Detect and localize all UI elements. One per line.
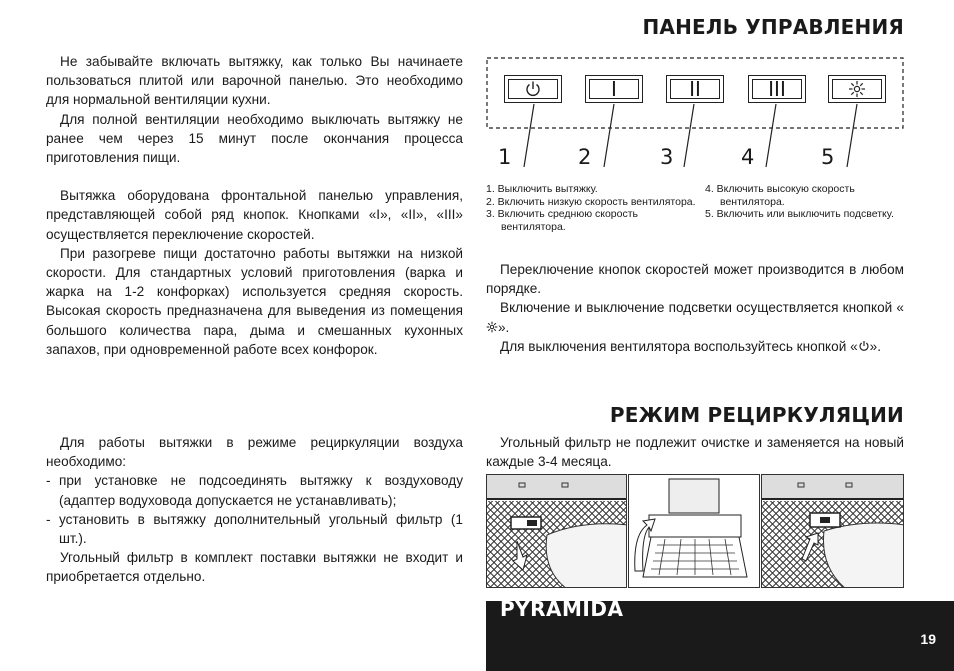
paragraph-order: Переключение кнопок скоростей может производится в любом порядке. — [486, 262, 904, 297]
callout-number-5: 5 — [821, 145, 835, 169]
page-title: ПАНЕЛЬ УПРАВЛЕНИЯ — [642, 15, 904, 39]
callout-number-2: 2 — [578, 145, 592, 169]
filter-removal-illustration-2 — [761, 474, 904, 588]
list-item — [46, 510, 463, 548]
page-number: 19 — [920, 631, 936, 647]
power-icon — [524, 80, 542, 98]
callout-number-4: 4 — [741, 145, 755, 169]
light-button[interactable] — [828, 75, 886, 103]
list-item — [46, 471, 463, 509]
speed-1-label: I — [589, 79, 639, 99]
list-item-text: установить в вытяжку дополнительный угольный фильтр (1 шт.). — [59, 511, 463, 547]
legend-item: 3. Включить среднюю скорость вентилятора. — [486, 208, 638, 233]
footer-bar — [486, 597, 954, 671]
speed-3-button[interactable] — [748, 75, 806, 103]
list-item-text: при установке не подсоединять вытяжку к воздуховоду (адаптер водуховода допускается не устанавливать); — [59, 473, 463, 508]
control-panel-diagram — [486, 57, 904, 175]
paragraph-intro: Для работы вытяжки в режиме рециркуляции воздуха необходимо: — [46, 435, 463, 470]
light-text-after: ». — [498, 319, 510, 335]
speed-3-label: III — [752, 79, 802, 99]
callout-number-1: 1 — [498, 145, 512, 169]
paragraph-speeds: При разогреве пищи достаточно работы вытяжки на низкой скорости. Для стандартных условий приготовления (варка и жарка на 1-2 конфорках) используется средняя скорость. Высокая скорость предназначена для выведения из помещения большого количества пара, дыма и смешанных кухонных запахов, при одновременной работе всех конфорок. — [46, 245, 463, 357]
light-icon — [486, 321, 498, 333]
recirculation-text-block — [46, 433, 463, 587]
paragraph-turn-off: Для полной вентиляции необходимо выключать вытяжку не ранее чем через 15 минут после окончания процесса приготовления пищи. — [46, 111, 463, 166]
left-text-block — [46, 52, 463, 359]
power-button[interactable] — [504, 75, 562, 103]
legend-column-2 — [705, 183, 905, 221]
callout-number-3: 3 — [660, 145, 674, 169]
power-text-before: Для выключения вентилятора воспользуйтесь кнопкой « — [500, 338, 858, 354]
power-icon — [858, 340, 870, 352]
list-dash: - — [46, 473, 51, 489]
requirements-list — [46, 471, 463, 548]
section-title-recirculation: РЕЖИМ РЕЦИРКУЛЯЦИИ — [609, 403, 904, 427]
paragraph-filter-note: Угольный фильтр в комплект поставки вытяжки не входит и приобретается отдельно. — [46, 550, 463, 585]
legend-item: 5. Включить или выключить подсветку. — [705, 208, 894, 221]
light-text-before: Включение и выключение подсветки осуществляется кнопкой « — [500, 300, 904, 316]
brand-logo: PYRAMIDA — [500, 597, 624, 621]
legend-item: 2. Включить низкую скорость вентилятора. — [486, 195, 696, 208]
power-text-after: ». — [869, 338, 881, 354]
filter-replacement-text — [486, 433, 904, 471]
filter-removal-illustration-1 — [486, 474, 627, 588]
speed-2-button[interactable] — [666, 75, 724, 103]
speed-1-button[interactable] — [585, 75, 643, 103]
paragraph-turn-on: Не забывайте включать вытяжку, как только Вы начинаете пользоваться плитой или варочной панелью. Это необходимо для нормальной вентиляции кухни. — [46, 54, 463, 108]
filter-installation-illustration — [628, 474, 760, 588]
legend-item: 1. Выключить вытяжку. — [486, 183, 598, 195]
paragraph-filter-replace: Угольный фильтр не подлежит очистке и заменяется на новый каждые 3-4 месяца. — [486, 435, 904, 470]
paragraph-light — [486, 298, 904, 336]
right-text-block — [486, 260, 904, 356]
legend-item: 4. Включить высокую скорость вентилятора. — [705, 183, 855, 208]
paragraph-panel: Вытяжка оборудована фронтальной панелью управления, представляющей собой ряд кнопок. Кнопками «I», «II», «III» осуществляется переключение скоростей. — [46, 188, 463, 242]
legend-column-1 — [486, 183, 701, 233]
list-dash: - — [46, 511, 51, 527]
light-icon — [848, 80, 866, 98]
paragraph-power — [486, 337, 904, 356]
speed-2-label: II — [670, 79, 720, 99]
